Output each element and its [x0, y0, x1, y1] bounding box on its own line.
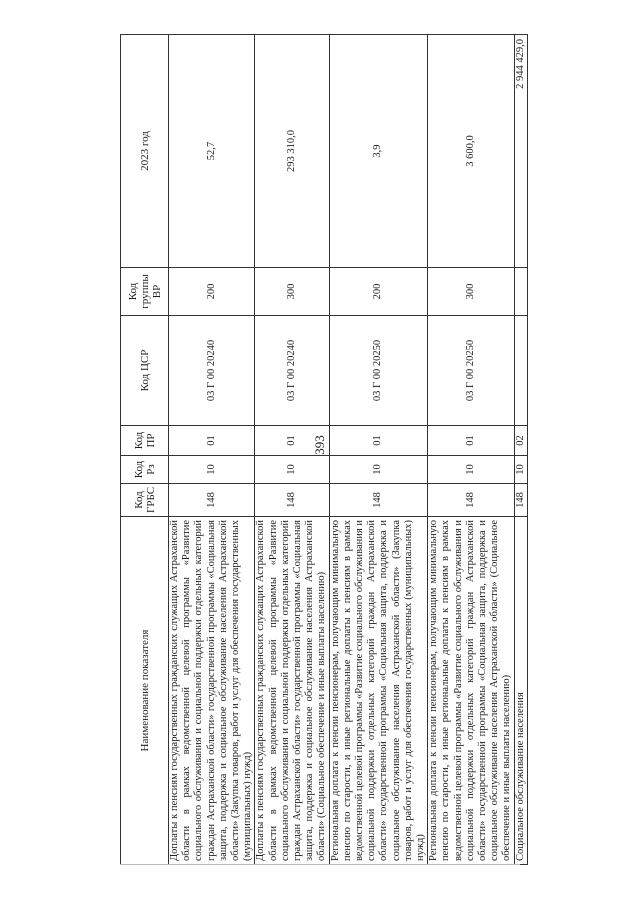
header-pr: Код ПР: [121, 426, 169, 456]
row-vr: [514, 268, 527, 316]
header-grbs: Код ГРБС: [121, 484, 169, 517]
page-number: 393: [311, 435, 327, 455]
row-value: 52,7: [169, 35, 255, 268]
row-csr: [514, 316, 527, 426]
budget-table: [120, 34, 528, 865]
table-row: [169, 35, 255, 865]
row-rz: 10: [329, 456, 428, 484]
table-row: [329, 35, 428, 865]
header-year: 2023 год: [121, 35, 169, 268]
row-rz: 10: [428, 456, 514, 484]
row-grbs: 148: [514, 484, 527, 517]
header-rz: Код Рз: [121, 456, 169, 484]
header-vr: Код группы ВР: [121, 268, 169, 316]
row-name: Доплаты к пенсиям государственных гражданских служащих Астраханской области в рамках ведомственной целевой программы «Развитие социального обслуживания и социальной поддержки отдельных категорий граждан Астраханской области» государственной программы «Социальная защита, поддержка и социальное обслуживание населения Астраханской области» (Социальное обеспечение и иные выплаты населению): [255, 517, 329, 865]
header-row: [121, 35, 169, 865]
row-pr: 01: [169, 426, 255, 456]
row-csr: 03 Г 00 20250: [428, 316, 514, 426]
row-name: Доплаты к пенсиям государственных гражданских служащих Астраханской области в рамках ведомственной целевой программы «Развитие социального обслуживания и социальной поддержки отдельных категорий граждан Астраханской области» государственной программы «Социальная защита, поддержка и социальное обслуживание населения Астраханской области» (Закупка товаров, работ и услуг для обеспечения государственных (муниципальных) нужд): [169, 517, 255, 865]
row-name: Региональная доплата к пенсии пенсионерам, получающим минимальную пенсию по старости, и иные региональные доплаты к пенсиям в рамках ведомственной целевой программы «Развитие социального обслуживания и социальной поддержки отдельных категорий граждан Астраханской области» государственной программы «Социальная защита, поддержка и социальное обслуживание населения Астраханской области» (Социальное обеспечение и иные выплаты населению): [428, 517, 514, 865]
row-name: Региональная доплата к пенсии пенсионерам, получающим минимальную пенсию по старости, и иные региональные доплаты к пенсиям в рамках ведомственной целевой программы «Развитие социального обслуживания и социальной поддержки отдельных категорий граждан Астраханской области» государственной программы «Социальная защита, поддержка и социальное обслуживание населения Астраханской области» (Закупка товаров, работ и услуг для обеспечения государственных (муниципальных) нужд): [329, 517, 428, 865]
row-pr: 01: [329, 426, 428, 456]
row-csr: 03 Г 00 20240: [255, 316, 329, 426]
table-row: [428, 35, 514, 865]
row-rz: 10: [514, 456, 527, 484]
row-value: 2 944 429,0: [514, 35, 527, 268]
row-grbs: 148: [329, 484, 428, 517]
row-rz: 10: [169, 456, 255, 484]
row-pr: 02: [514, 426, 527, 456]
row-vr: 300: [255, 268, 329, 316]
scan-edge-line: [120, 864, 520, 865]
row-csr: 03 Г 00 20240: [169, 316, 255, 426]
row-pr: 01: [255, 426, 329, 456]
row-name: Социальное обслуживание населения: [514, 517, 527, 865]
row-value: 3,9: [329, 35, 428, 268]
row-pr: 01: [428, 426, 514, 456]
table-row: [255, 35, 329, 865]
row-csr: 03 Г 00 20250: [329, 316, 428, 426]
row-vr: 300: [428, 268, 514, 316]
row-rz: 10: [255, 456, 329, 484]
header-csr: Код ЦСР: [121, 316, 169, 426]
row-vr: 200: [169, 268, 255, 316]
rotated-table-container: [120, 35, 526, 865]
row-grbs: 148: [169, 484, 255, 517]
row-value: 293 310,0: [255, 35, 329, 268]
row-vr: 200: [329, 268, 428, 316]
header-name: Наименование показателя: [121, 517, 169, 865]
row-grbs: 148: [428, 484, 514, 517]
table-row: [514, 35, 527, 865]
row-grbs: 148: [255, 484, 329, 517]
row-value: 3 600,0: [428, 35, 514, 268]
